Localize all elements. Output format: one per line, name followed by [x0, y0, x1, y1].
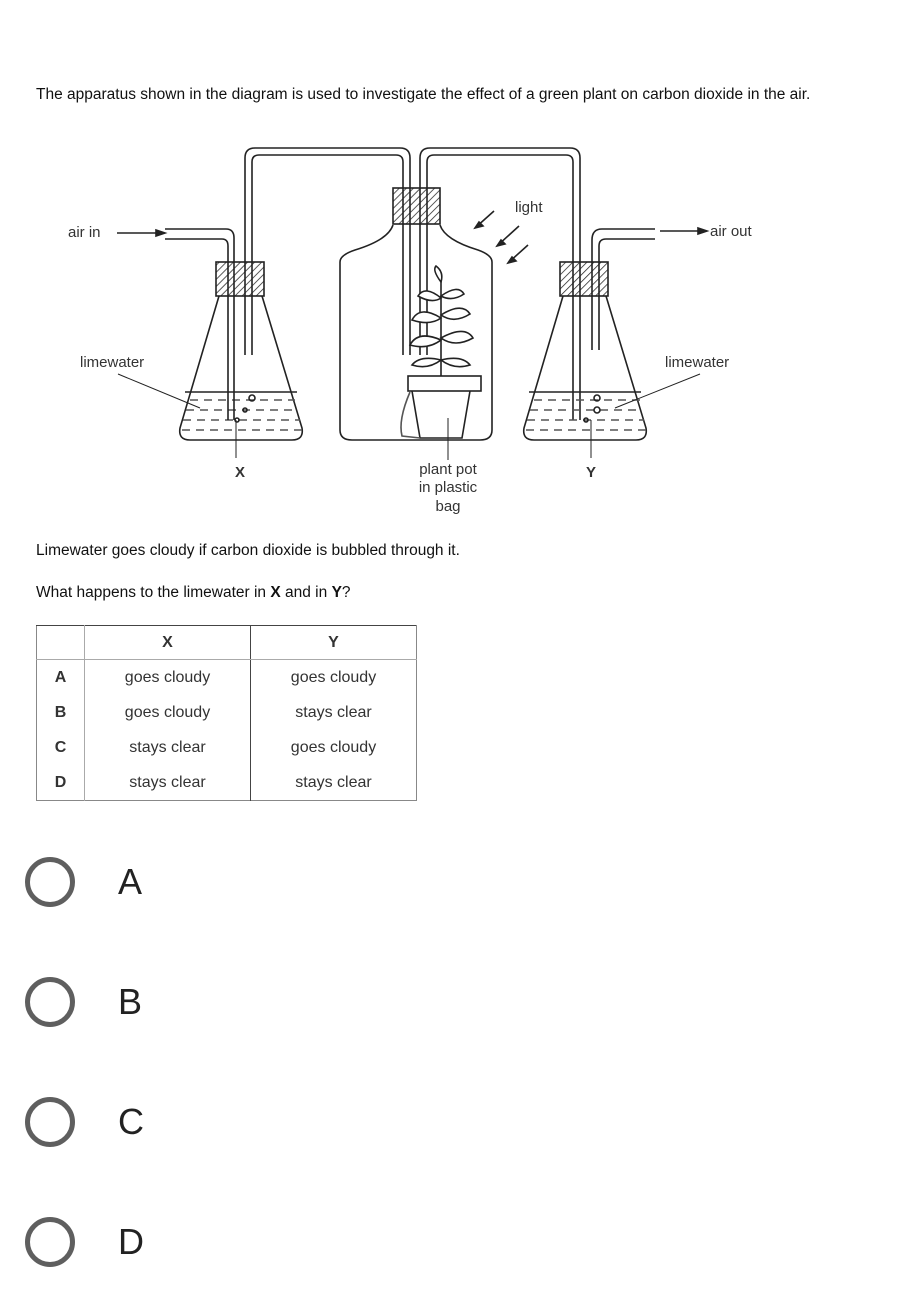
option-c[interactable] — [25, 1097, 144, 1147]
limewater-right-label: limewater — [665, 354, 730, 371]
question-note: Limewater goes cloudy if carbon dioxide is bubbled through it. — [36, 542, 460, 559]
option-d[interactable] — [25, 1217, 144, 1267]
question-intro: The apparatus shown in the diagram is used to investigate the effect of a green plant on carbon dioxide in the air. — [36, 86, 811, 103]
left-flask — [180, 262, 303, 440]
table-header — [37, 626, 417, 660]
left-stopper — [216, 262, 264, 296]
prompt-text: What happens to the limewater in — [36, 584, 271, 601]
header-x: X — [85, 626, 251, 660]
bell-jar — [340, 225, 492, 440]
right-stopper — [560, 262, 608, 296]
pot-label-1: plant pot — [419, 461, 477, 478]
option-label: C — [118, 1101, 144, 1142]
option-label: A — [118, 861, 143, 902]
prompt-y: Y — [331, 584, 342, 601]
radio-button[interactable] — [25, 1217, 75, 1267]
table-row — [37, 695, 417, 730]
connecting-tube-right — [420, 148, 580, 420]
cell-y: stays clear — [295, 703, 372, 721]
option-label: B — [118, 981, 143, 1022]
cell-x: stays clear — [85, 765, 251, 801]
prompt-text: ? — [341, 584, 351, 601]
option-b[interactable] — [25, 977, 142, 1027]
apparatus-diagram — [0, 0, 898, 530]
header-blank — [37, 626, 85, 660]
bottle-stopper — [393, 188, 440, 224]
flask-x-label: X — [235, 464, 246, 481]
light-label: light — [515, 199, 543, 216]
cell-y: stays clear — [295, 773, 372, 791]
air-in-label: air in — [68, 224, 101, 241]
cell-y: goes cloudy — [290, 738, 377, 756]
prompt-text: and in — [280, 584, 332, 601]
light-arrows — [475, 211, 528, 263]
question-prompt — [36, 584, 351, 601]
radio-button[interactable] — [25, 977, 75, 1027]
right-flask — [524, 262, 647, 440]
cell-x: goes cloudy — [85, 695, 251, 730]
cell-x: stays clear — [85, 730, 251, 765]
limewater-left-label: limewater — [80, 354, 145, 371]
pot-label-3: bag — [435, 498, 461, 515]
table-row — [37, 765, 417, 801]
row-key: D — [37, 765, 85, 801]
radio-button[interactable] — [25, 1097, 75, 1147]
cell-x: goes cloudy — [85, 660, 251, 696]
cell-y: goes cloudy — [290, 668, 377, 686]
row-key: A — [37, 660, 85, 696]
air-out-label: air out — [710, 223, 752, 240]
option-label: D — [118, 1221, 144, 1262]
answer-table — [36, 625, 417, 801]
flask-y-label: Y — [586, 464, 597, 481]
header-y: Y — [251, 626, 417, 660]
row-key: C — [37, 730, 85, 765]
plant-pot — [401, 266, 481, 438]
pot-label-2: in plastic — [418, 479, 478, 496]
radio-button[interactable] — [25, 857, 75, 907]
option-a[interactable] — [25, 857, 142, 907]
prompt-x: X — [270, 584, 281, 601]
table-row — [37, 660, 417, 696]
row-key: B — [37, 695, 85, 730]
table-row — [37, 730, 417, 765]
